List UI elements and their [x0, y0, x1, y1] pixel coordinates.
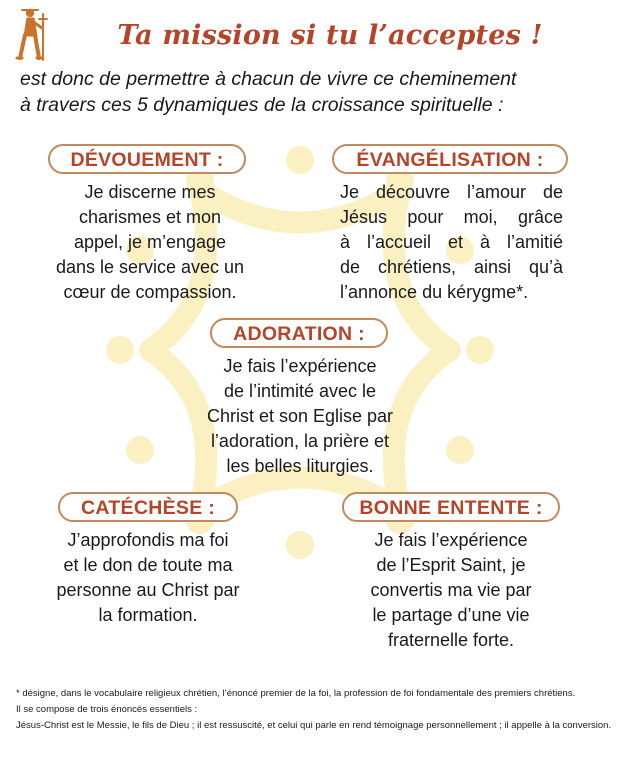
text-line: Je découvre l’amour de [340, 182, 563, 202]
footnote [16, 686, 612, 734]
bonne-entente-label: BONNE ENTENTE : [342, 492, 560, 522]
text-line: fraternelle forte. [387, 630, 515, 650]
text-line: de l’intimité avec le [223, 381, 377, 401]
text-line: J’approfondis ma foi [67, 530, 229, 550]
catechese-label: CATÉCHÈSE : [58, 492, 238, 522]
footnote-line: * désigne, dans le vocabulaire religieux chrétien, l’énoncé premier de la foi, la profession de foi fondamentale des premiers chrétiens. [16, 688, 576, 699]
text-line: le partage d’une vie [372, 605, 530, 625]
evangelisation-text [340, 180, 563, 305]
text-line: Christ et son Eglise par [206, 406, 394, 426]
text-line: personne au Christ par [56, 580, 240, 600]
pilgrim-icon [12, 6, 56, 64]
footnote-line: Il se compose de trois énoncés essentiels : [16, 704, 198, 715]
text-line: la formation. [98, 605, 198, 625]
intro-line: est donc de permettre à chacun de vivre ce cheminement [20, 68, 517, 90]
text-line: de l’Esprit Saint, je [376, 555, 526, 575]
text-line: Je fais l’expérience [223, 356, 377, 376]
text-line: charismes et mon [78, 207, 222, 227]
devouement-text [30, 180, 270, 305]
text-line: l’adoration, la prière et [210, 431, 390, 451]
text-line: convertis ma vie par [370, 580, 532, 600]
text-line: Je fais l’expérience [374, 530, 528, 550]
text-line: de chrétiens, ainsi qu’à [340, 257, 563, 277]
page-title: Ta mission si tu l’acceptes ! [117, 20, 543, 51]
adoration-label: ADORATION : [210, 318, 388, 348]
adoration-text [180, 354, 420, 479]
bonne-entente-text [330, 528, 572, 653]
evangelisation-label: ÉVANGÉLISATION : [332, 144, 568, 174]
text-line: et le don de toute ma [63, 555, 233, 575]
text-line: dans le service avec un [55, 257, 245, 277]
devouement-label: DÉVOUEMENT : [48, 144, 246, 174]
text-line: l’annonce du kérygme*. [340, 282, 529, 302]
text-line: à l’accueil et à l’amitié [340, 232, 563, 252]
catechese-text [26, 528, 270, 628]
text-line: les belles liturgies. [226, 456, 374, 476]
text-line: Jésus pour moi, grâce [340, 207, 563, 227]
text-line: appel, je m’engage [73, 232, 227, 252]
text-line: Je discerne mes [84, 182, 216, 202]
text-line: cœur de compassion. [63, 282, 237, 302]
intro-paragraph [20, 66, 610, 118]
intro-line: à travers ces 5 dynamiques de la croissance spirituelle : [20, 94, 504, 116]
footnote-line: Jésus-Christ est le Messie, le fils de Dieu ; il est ressuscité, et celui qui parle en rend témoignage personnellement ; il appelle à la conversion. [16, 720, 612, 731]
